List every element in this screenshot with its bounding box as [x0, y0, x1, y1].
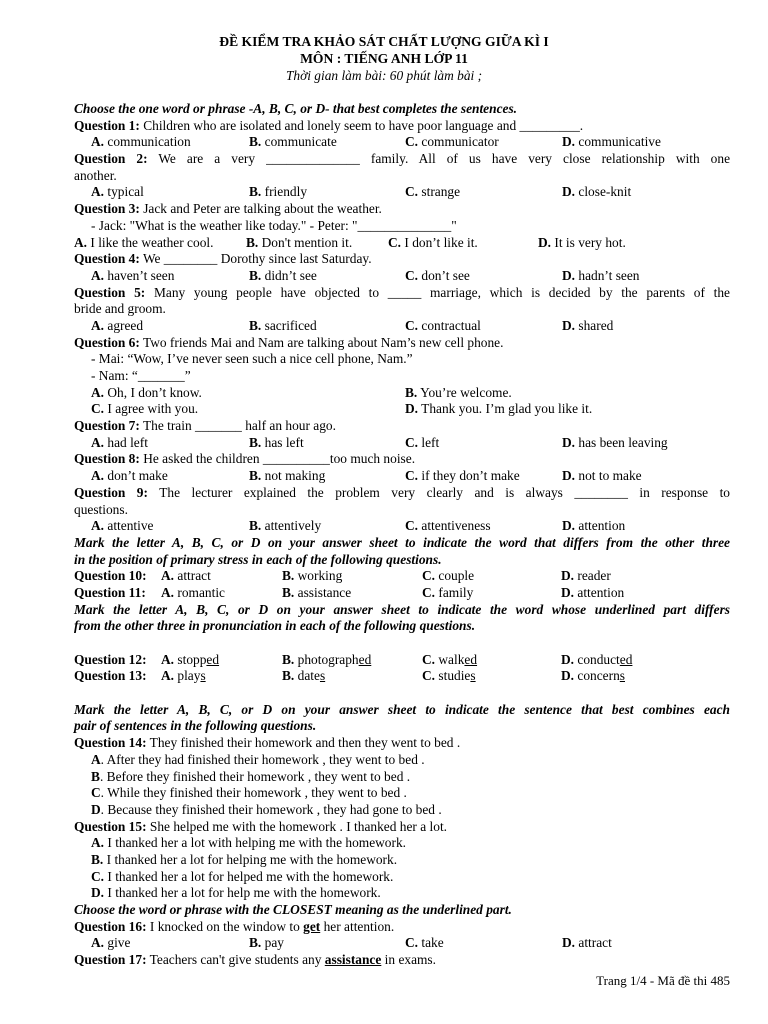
option-b: B. friendly	[249, 184, 308, 200]
option-b: B. photographed	[282, 651, 372, 667]
option-a: A. stopped	[161, 651, 220, 667]
question-1-options	[74, 134, 730, 151]
option-a: A. agreed	[91, 317, 144, 333]
option-a: A. attract	[161, 568, 211, 584]
option-c: C. attentiveness	[405, 518, 491, 534]
question-16: Question 16: I knocked on the window to get her attention.	[74, 918, 395, 934]
option-c: C. I don’t like it.	[388, 234, 478, 250]
section-instruction: Mark the letter A, B, C, or D on your answer sheet to indicate the word that differs from the other three	[74, 534, 730, 550]
question-17: Question 17: Teachers can't give students any assistance in exams.	[74, 952, 436, 968]
option-d: D. Because they finished their homework , they had gone to bed .	[91, 801, 442, 817]
option-c: C. family	[422, 584, 474, 600]
option-d: D. shared	[562, 317, 614, 333]
option-a: A. After they had finished their homework , they went to bed .	[91, 751, 425, 767]
option-a: A. had left	[91, 434, 148, 450]
section-instruction: Choose the one word or phrase -A, B, C, or D- that best completes the sentences.	[74, 101, 518, 116]
option-a: A. romantic	[161, 584, 225, 600]
option-a: A. I like the weather cool.	[74, 234, 214, 250]
option-a: A. give	[91, 935, 131, 951]
option-c: C. I agree with you.	[91, 401, 199, 417]
exam-title: ĐỀ KIỂM TRA KHẢO SÁT CHẤT LƯỢNG GIỮA KÌ I	[219, 34, 549, 49]
option-d: D. Thank you. I’m glad you like it.	[405, 401, 593, 417]
question-3-options	[74, 235, 730, 252]
option-c: C. walked	[422, 651, 478, 667]
dialogue-line: - Mai: “Wow, I’ve never seen such a nice cell phone, Nam.”	[91, 351, 413, 367]
option-b: B. sacrificed	[249, 317, 317, 333]
option-a: A. typical	[91, 184, 144, 200]
option-a: A. communication	[91, 134, 191, 150]
question-2: Question 2: We are a very ______________ family. All of us have very close relationship with one	[74, 151, 731, 167]
question-12: Question 12: A. stopped B. photographed C. walked D. conducted	[74, 651, 633, 667]
option-d: D. attract	[562, 935, 612, 951]
option-b: B. communicate	[249, 134, 337, 150]
section-instruction: Choose the word or phrase with the CLOSEST meaning as the underlined part.	[74, 902, 512, 917]
option-d: D. conducted	[561, 651, 633, 667]
option-b: B. not making	[249, 468, 326, 484]
section-instruction: Mark the letter A, B, C, or D on your answer sheet to indicate the sentence that best combines each	[74, 701, 730, 717]
option-b: B. I thanked her a lot for helping me with the homework.	[91, 851, 398, 867]
underlined-word: get	[303, 918, 321, 934]
option-c: C. take	[405, 935, 444, 951]
option-d: D. has been leaving	[562, 434, 668, 450]
question-2-options	[74, 184, 730, 201]
option-a: A. haven’t seen	[91, 267, 175, 283]
question-15: Question 15: She helped me with the homework . I thanked her a lot.	[74, 818, 448, 834]
option-a: A. don’t make	[91, 468, 168, 484]
section-instruction-cont: pair of sentences in the following questions.	[74, 718, 317, 734]
option-c: C. I thanked her a lot for helped me with the homework.	[91, 868, 394, 884]
question-6: Question 6: Two friends Mai and Nam are talking about Nam’s new cell phone.	[74, 334, 504, 350]
question-3: Question 3: Jack and Peter are talking about the weather.	[74, 201, 382, 217]
question-4-options	[74, 268, 730, 285]
option-c: C. if they don’t make	[405, 468, 520, 484]
section-instruction-cont: from the other three in pronunciation in each of the following questions.	[74, 618, 476, 634]
question-16-options	[74, 935, 730, 952]
dialogue-line: - Nam: “_______”	[91, 368, 191, 383]
option-b: B. pay	[249, 935, 284, 951]
exam-subject: MÔN : TIẾNG ANH LỚP 11	[300, 51, 468, 66]
option-d: D. reader	[561, 568, 611, 584]
question-14: Question 14: They finished their homework and then they went to bed .	[74, 735, 461, 751]
option-a: A. attentive	[91, 518, 154, 534]
option-b: B. Before they finished their homework , they went to bed .	[91, 768, 411, 784]
exam-content	[74, 101, 730, 969]
question-9: Question 9: The lecturer explained the problem very clearly and is always ________ in response to	[74, 484, 730, 500]
option-b: B. has left	[249, 434, 304, 450]
option-c: C. don’t see	[405, 267, 470, 283]
option-b: B. You’re welcome.	[405, 384, 512, 400]
option-c: C. left	[405, 434, 440, 450]
question-7-options	[74, 435, 730, 452]
question-4: Question 4: We ________ Dorothy since last Saturday.	[74, 251, 372, 267]
dialogue-line: - Jack: "What is the weather like today." - Peter: "______________"	[91, 217, 457, 233]
question-6-options-cd	[74, 401, 730, 418]
underlined-word: assistance	[324, 952, 382, 968]
option-d: D. concerns	[561, 668, 625, 684]
question-text-cont: questions.	[74, 501, 128, 517]
option-d: D. I thanked her a lot for help me with the homework.	[91, 885, 381, 901]
section-instruction-cont: in the position of primary stress in each of the following questions.	[74, 551, 442, 567]
option-c: C. While they finished their homework , they went to bed .	[91, 785, 407, 801]
option-d: D. attention	[561, 584, 625, 600]
option-c: C. couple	[422, 568, 475, 584]
option-c: C. contractual	[405, 317, 481, 333]
question-8-options	[74, 468, 730, 485]
option-b: B. assistance	[282, 584, 352, 600]
question-5-options	[74, 318, 730, 335]
question-text-cont: bride and groom.	[74, 301, 166, 317]
question-5: Question 5: Many young people have objected to _____ marriage, which is decided by the parents of the	[74, 284, 731, 300]
option-d: D. It is very hot.	[538, 234, 626, 250]
option-d: D. hadn’t seen	[562, 267, 640, 283]
option-d: D. attention	[562, 518, 626, 534]
option-a: A. I thanked her a lot with helping me with the homework.	[91, 835, 407, 851]
option-c: C. studies	[422, 668, 476, 684]
option-c: C. strange	[405, 184, 461, 200]
section-instruction: Mark the letter A, B, C, or D on your answer sheet to indicate the word whose underlined part differs	[74, 601, 730, 617]
question-text-cont: another.	[74, 167, 117, 183]
question-10: Question 10: A. attract B. working C. couple D. reader	[74, 568, 611, 584]
question-13: Question 13: A. plays B. dates C. studies D. concerns	[74, 668, 625, 684]
question-text: Children who are isolated and lonely seem to have poor language and _________.	[139, 117, 584, 133]
question-label: Question 1:	[74, 117, 140, 133]
option-a: A. plays	[161, 668, 206, 684]
option-b: B. Don't mention it.	[246, 234, 353, 250]
question-8: Question 8: He asked the children __________too much noise.	[74, 451, 416, 467]
question-11: Question 11: A. romantic B. assistance C. family D. attention	[74, 584, 625, 600]
question-1	[74, 118, 730, 135]
option-a: A. Oh, I don’t know.	[91, 384, 202, 400]
exam-time: Thời gian làm bài: 60 phút làm bài ;	[285, 68, 483, 83]
option-b: B. dates	[282, 668, 326, 684]
page-footer: Trang 1/4 - Mã đề thi 485	[596, 973, 730, 988]
option-c: C. communicator	[405, 134, 499, 150]
option-b: B. working	[282, 568, 343, 584]
option-b: B. didn’t see	[249, 267, 317, 283]
option-d: D. not to make	[562, 468, 642, 484]
question-9-options	[74, 518, 730, 535]
option-d: D. close-knit	[562, 184, 632, 200]
option-b: B. attentively	[249, 518, 322, 534]
question-7: Question 7: The train _______ half an hour ago.	[74, 418, 336, 434]
question-6-options-ab	[74, 385, 730, 402]
option-d: D. communicative	[562, 134, 661, 150]
